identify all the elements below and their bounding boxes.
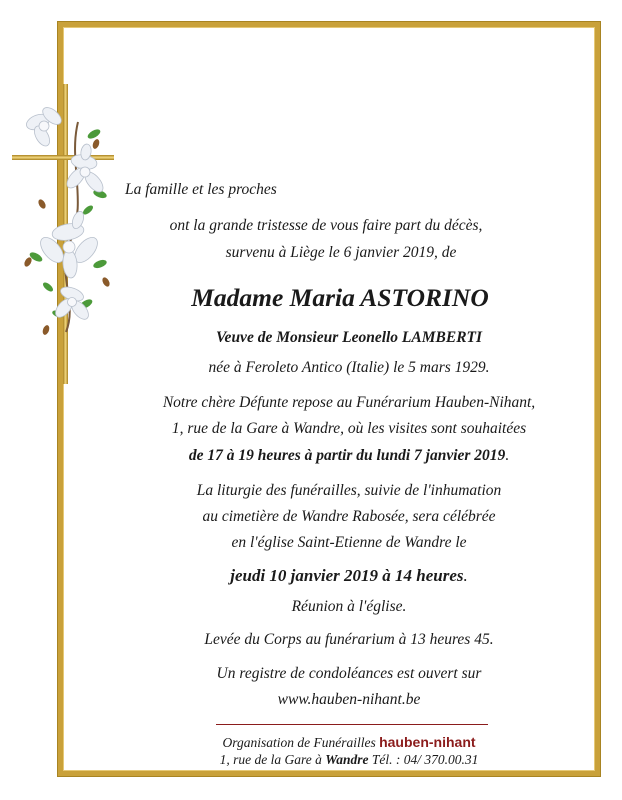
footer-address-line — [0, 752, 622, 768]
visit-hours-line — [0, 448, 622, 464]
ceremony-date-end: . — [463, 566, 468, 585]
announce-line-2: survenu à Liège le 6 janvier 2019, de — [225, 244, 457, 261]
spouse-line: Veuve de Monsieur Leonello LAMBERTI — [215, 329, 483, 346]
footer-org-line — [0, 734, 622, 751]
register-line: Un registre de condoléances est ouvert sur — [216, 665, 482, 682]
ceremony-date-line — [0, 567, 622, 584]
announce-line-1: ont la grande tristesse de vous faire part du décès, — [169, 217, 483, 234]
cross-with-magnolia-icon — [8, 82, 120, 402]
ceremony-date: jeudi 10 janvier 2019 à 14 heures — [230, 566, 464, 585]
liturgy-line-1: La liturgie des funérailles, suivie de l'inhumation — [196, 482, 502, 499]
deceased-name: Madame Maria ASTORINO — [191, 283, 489, 312]
footer-address-city: Wandre — [325, 752, 369, 767]
repose-line-1: Notre chère Défunte repose au Funérarium Hauben-Nihant, — [162, 394, 536, 411]
levee-line: Levée du Corps au funérarium à 13 heures 45. — [204, 631, 494, 648]
liturgy-line-2: au cimetière de Wandre Rabosée, sera célébrée — [202, 508, 496, 525]
footer-address-prefix: 1, rue de la Gare à — [219, 752, 322, 767]
footer-divider — [216, 724, 488, 725]
visit-hours: de 17 à 19 heures à partir du lundi 7 janvier 2019 — [188, 447, 506, 464]
visit-hours-end: . — [505, 447, 510, 464]
repose-line-2: 1, rue de la Gare à Wandre, où les visites sont souhaitées — [171, 420, 527, 437]
website-link[interactable]: www.hauben-nihant.be — [277, 691, 421, 708]
liturgy-line-3: en l'église Saint-Etienne de Wandre le — [231, 534, 467, 551]
meeting-line: Réunion à l'église. — [291, 598, 407, 615]
footer-org-label: Organisation de Funérailles — [222, 735, 376, 750]
footer-phone: Tél. : 04/ 370.00.31 — [371, 752, 479, 767]
intro-text: La famille et les proches — [125, 181, 277, 198]
brand-logo: hauben-nihant — [379, 734, 476, 750]
birth-line: née à Feroleto Antico (Italie) le 5 mars 1929. — [208, 359, 490, 376]
